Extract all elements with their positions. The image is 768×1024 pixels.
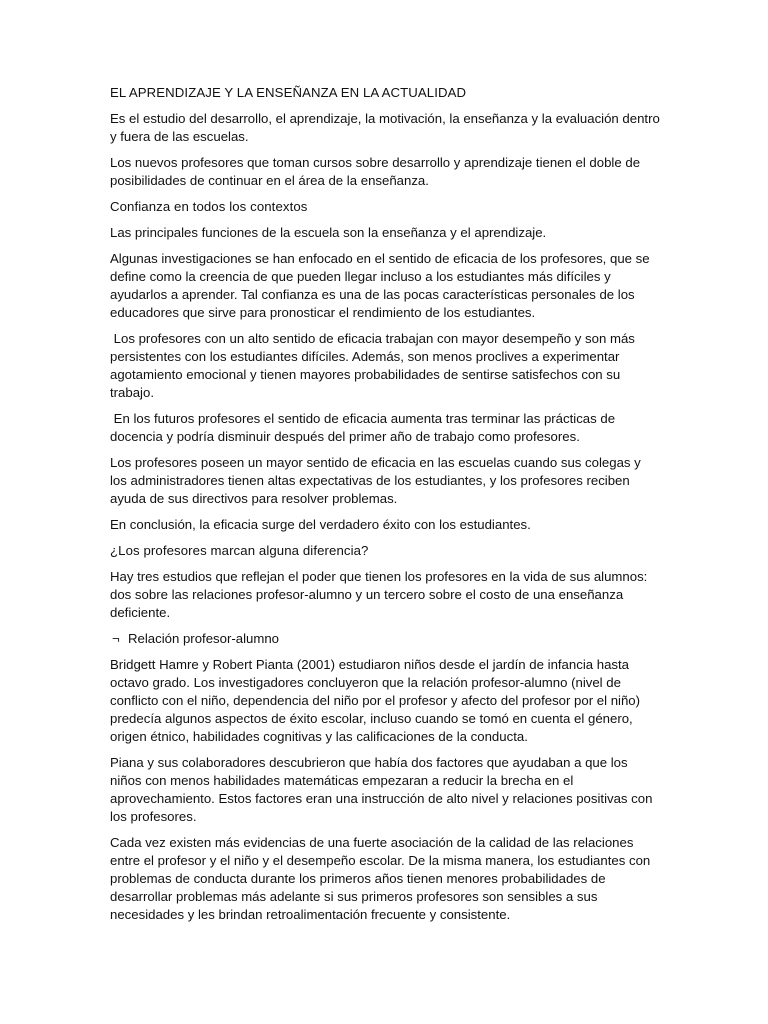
bullet-symbol: ¬ [112,631,120,646]
paragraph-hamre-pianta: Bridgett Hamre y Robert Pianta (2001) estudiaron niños desde el jardín de infancia hasta octavo grado. Los investigadores concluyeron que la relación profesor-alumno (nivel de conflicto con el niño, dependencia del niño por el profesor y afecto del profesor por el niño) predecía algunos aspectos de éxito escolar, incluso cuando se tomó en cuenta el género, origen étnico, habilidades cognitivas y las calificaciones de la conducta. [110,657,641,744]
bullet-label: Relación profesor-alumno [128,631,279,646]
paragraph-new-teachers: Los nuevos profesores que toman cursos sobre desarrollo y aprendizaje tienen el doble de posibilidades de continuar en el área de la enseñanza. [110,155,641,188]
paragraph-piana-factors: Piana y sus colaboradores descubrieron que había dos factores que ayudaban a que los niños con menos habilidades matemáticas empezaran a reducir la brecha en el aprovechamiento. Estos factores eran una instrucción de alto nivel y relaciones positivas con los profesores. [110,755,653,824]
paragraph-high-efficacy: Los profesores con un alto sentido de eficacia trabajan con mayor desempeño y son más persistentes con los estudiantes difíciles. Además, son menos proclives a experimentar agotamiento emocional y tienen mayores probabilidades de sentirse satisfechos con su trabajo. [110,331,639,400]
paragraph-school-functions: Las principales funciones de la escuela son la enseñanza y el aprendizaje. [110,225,547,240]
bullet-item-relationship [110,630,660,648]
paragraph-efficacy-research: Algunas investigaciones se han enfocado en el sentido de eficacia de los profesores, que se define como la creencia de que pueden llegar incluso a los estudiantes más difíciles y ayudarlos a aprender. Tal confianza es una de las pocas características personales de los educadores que sirve para pronosticar el rendimiento de los estudiantes. [110,251,650,320]
paragraph-evidence: Cada vez existen más evidencias de una fuerte asociación de la calidad de las relaciones entre el profesor y el niño y el desempeño escolar. De la misma manera, los estudiantes con problemas de conducta durante los primeros años tienen menores probabilidades de desarrollar problemas más adelante si sus primeros profesores son sensibles a sus necesidades y les brindan retroalimentación frecuente y consistente. [110,835,651,922]
paragraph-colleagues: Los profesores poseen un mayor sentido de eficacia en las escuelas cuando sus colegas y los administradores tienen altas expectativas de los estudiantes, y los profesores reciben ayuda de sus directivos para resolver problemas. [110,455,641,506]
paragraph-three-studies: Hay tres estudios que reflejan el poder que tienen los profesores en la vida de sus alumnos: dos sobre las relaciones profesor-alumno y un tercero sobre el costo de una enseñanza deficiente. [110,569,648,620]
paragraph-conclusion: En conclusión, la eficacia surge del verdadero éxito con los estudiantes. [110,517,531,532]
section-heading-difference: ¿Los profesores marcan alguna diferencia? [110,543,369,558]
paragraph-definition: Es el estudio del desarrollo, el aprendizaje, la motivación, la enseñanza y la evaluación dentro y fuera de las escuelas. [110,111,660,144]
paragraph-future-teachers: En los futuros profesores el sentido de eficacia aumenta tras terminar las prácticas de docencia y podría disminuir después del primer año de trabajo como profesores. [110,411,619,444]
section-heading-confidence: Confianza en todos los contextos [110,199,308,214]
document-title: EL APRENDIZAJE Y LA ENSEÑANZA EN LA ACTUALIDAD [110,85,467,100]
document-page [110,84,660,932]
